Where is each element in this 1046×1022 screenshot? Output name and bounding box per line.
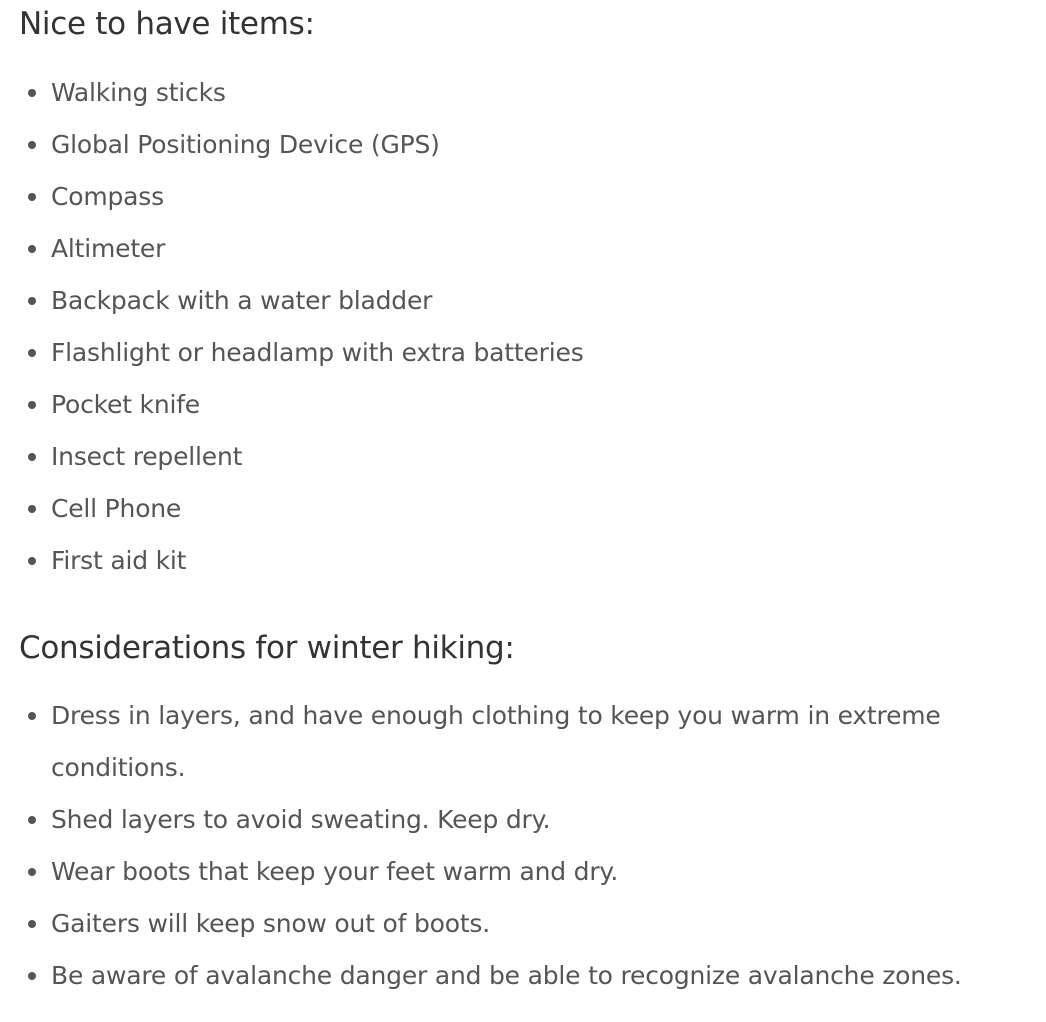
nice-to-have-list <box>19 67 1006 587</box>
list-item: Wear boots that keep your feet warm and dry. <box>19 846 1006 898</box>
list-item: Be aware of avalanche danger and be able to recognize avalanche zones. <box>19 950 1006 1002</box>
list-item: Gaiters will keep snow out of boots. <box>19 898 1006 950</box>
list-item: Insect repellent <box>19 431 1006 483</box>
list-item: Flashlight or headlamp with extra batteries <box>19 327 1006 379</box>
winter-hiking-heading: Considerations for winter hiking: <box>19 630 515 666</box>
list-item: Cell Phone <box>19 483 1006 535</box>
list-item: Altimeter <box>19 223 1006 275</box>
list-item: Global Positioning Device (GPS) <box>19 119 1006 171</box>
list-item: Compass <box>19 171 1006 223</box>
list-item: Dress in layers, and have enough clothing to keep you warm in extreme conditions. <box>19 690 1006 794</box>
nice-to-have-heading: Nice to have items: <box>19 6 315 42</box>
list-item: Walking sticks <box>19 67 1006 119</box>
list-item: First aid kit <box>19 535 1006 587</box>
winter-hiking-list <box>19 690 1006 1002</box>
list-item: Shed layers to avoid sweating. Keep dry. <box>19 794 1006 846</box>
list-item: Pocket knife <box>19 379 1006 431</box>
list-item: Backpack with a water bladder <box>19 275 1006 327</box>
